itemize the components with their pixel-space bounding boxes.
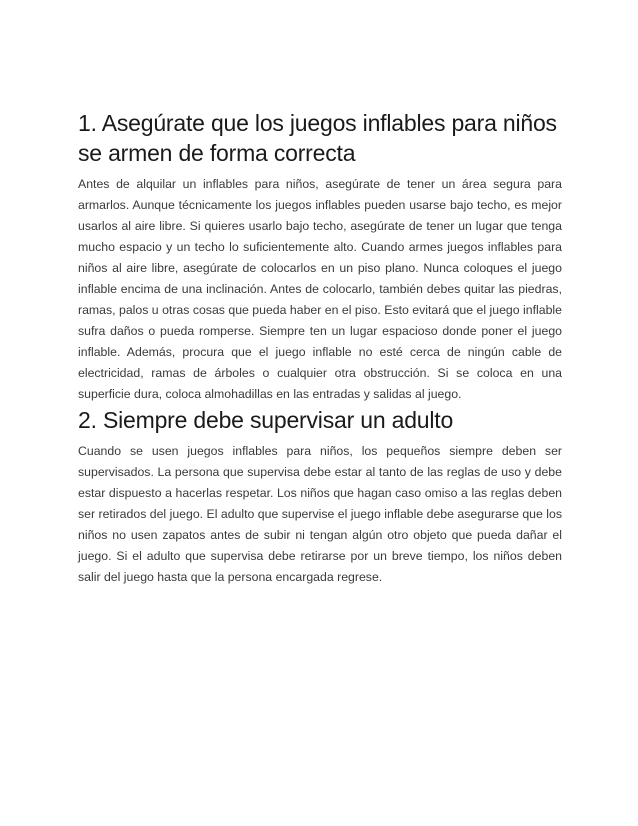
- section-assemble-correctly: [78, 108, 562, 405]
- section-body: Antes de alquilar un inflables para niños, asegúrate de tener un área segura para armarlos. Aunque técnicamente los juegos inflables pueden usarse bajo techo, es mejor usarlos al aire libre. Si quieres usarlo bajo techo, asegúrate de tener un lugar que tenga mucho espacio y un techo lo suficientemente alto. Cuando armes juegos inflables para niños al aire libre, asegúrate de colocarlos en un piso plano. Nunca coloques el juego inflable encima de una inclinación. Antes de colocarlo, también debes quitar las piedras, ramas, palos u otras cosas que pueda haber en el piso. Esto evitará que el juego inflable sufra daños o pueda romperse. Siempre ten un lugar espacioso donde poner el juego inflable. Además, procura que el juego inflable no esté cerca de ningún cable de electricidad, ramas de árboles o cualquier otra obstrucción. Si se coloca en una superficie dura, coloca almohadillas en las entradas y salidas al juego.: [78, 177, 562, 401]
- section-adult-supervision: [78, 405, 562, 588]
- section-heading: 1. Asegúrate que los juegos inflables para niños se armen de forma correcta: [78, 110, 557, 166]
- section-body: Cuando se usen juegos inflables para niños, los pequeños siempre deben ser supervisados. La persona que supervisa debe estar al tanto de las reglas de uso y debe estar dispuesto a hacerlas respetar. Los niños que hagan caso omiso a las reglas deben ser retirados del juego. El adulto que supervise el juego inflable debe asegurarse que los niños no usen zapatos antes de subir ni tengan algún otro objeto que pueda dañar el juego. Si el adulto que supervisa debe retirarse por un breve tiempo, los niños deben salir del juego hasta que la persona encargada regrese.: [78, 444, 562, 584]
- section-heading: 2. Siempre debe supervisar un adulto: [78, 407, 454, 433]
